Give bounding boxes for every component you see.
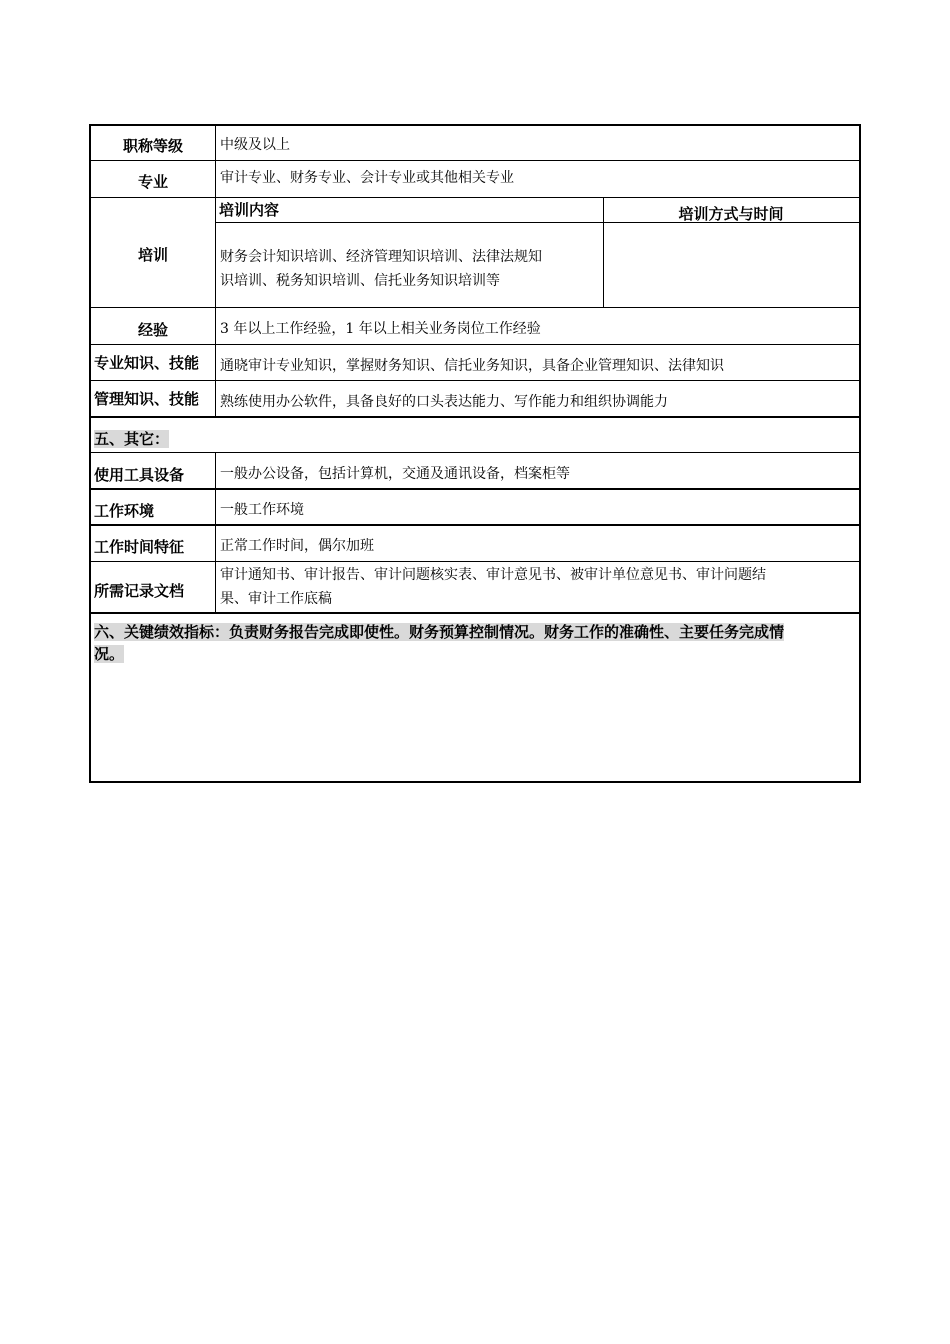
- training-label: 培训: [137, 246, 168, 264]
- documents-label: 所需记录文档: [94, 582, 185, 600]
- tools-value: 一般办公设备，包括计算机，交通及通讯设备，档案柜等: [220, 466, 570, 482]
- others-section-title-text: 五、其它：: [94, 430, 170, 448]
- title-level-label: 职称等级: [122, 137, 183, 155]
- section-divider: [91, 416, 859, 418]
- kpi-line-text: 六、关键绩效指标：负责财务报告完成即使性。财务预算控制情况。财务工作的准确性、主要任务完成情: [94, 623, 785, 641]
- professional-skills-value: 通晓审计专业知识，掌握财务知识、信托业务知识，具备企业管理知识、法律知识: [220, 358, 724, 374]
- kpi-section-line: [94, 622, 784, 642]
- row-divider: [91, 160, 859, 161]
- documents-value-line: 审计通知书、审计报告、审计问题核实表、审计意见书、被审计单位意见书、审计问题结: [220, 567, 766, 583]
- major-value: 审计专业、财务专业、会计专业或其他相关专业: [220, 170, 514, 186]
- training-method-header: 培训方式与时间: [678, 205, 784, 223]
- kpi-section-line: [94, 644, 124, 664]
- row-divider: [91, 307, 859, 308]
- row-divider: [91, 380, 859, 381]
- work-time-label: 工作时间特征: [94, 538, 185, 556]
- row-divider: [91, 452, 859, 453]
- environment-label: 工作环境: [94, 502, 155, 520]
- column-divider: [215, 126, 216, 416]
- environment-value: 一般工作环境: [220, 502, 304, 518]
- training-content-line: 财务会计知识培训、经济管理知识培训、法律法规知: [220, 249, 542, 265]
- experience-value: 3 年以上工作经验，1 年以上相关业务岗位工作经验: [220, 321, 541, 337]
- documents-value-line: 果、审计工作底稿: [220, 591, 332, 607]
- row-divider: [91, 524, 859, 526]
- row-divider: [91, 197, 859, 198]
- job-description-table: [89, 124, 861, 783]
- row-divider: [91, 561, 859, 562]
- tools-label: 使用工具设备: [94, 466, 185, 484]
- column-divider: [215, 452, 216, 612]
- kpi-line-text: 况。: [94, 645, 125, 663]
- others-section-title: [94, 429, 169, 449]
- training-content-line: 识培训、税务知识培训、信托业务知识培训等: [220, 273, 500, 289]
- professional-skills-label: 专业知识、技能: [94, 354, 200, 372]
- title-level-value: 中级及以上: [220, 137, 290, 153]
- management-skills-label: 管理知识、技能: [94, 390, 200, 408]
- major-label: 专业: [137, 173, 168, 191]
- training-content-header: 培训内容: [219, 201, 280, 219]
- work-time-value: 正常工作时间，偶尔加班: [220, 538, 374, 554]
- row-divider: [91, 488, 859, 490]
- row-divider: [91, 344, 859, 345]
- management-skills-value: 熟练使用办公软件，具备良好的口头表达能力、写作能力和组织协调能力: [220, 394, 668, 410]
- experience-label: 经验: [137, 321, 168, 339]
- section-divider: [91, 612, 859, 614]
